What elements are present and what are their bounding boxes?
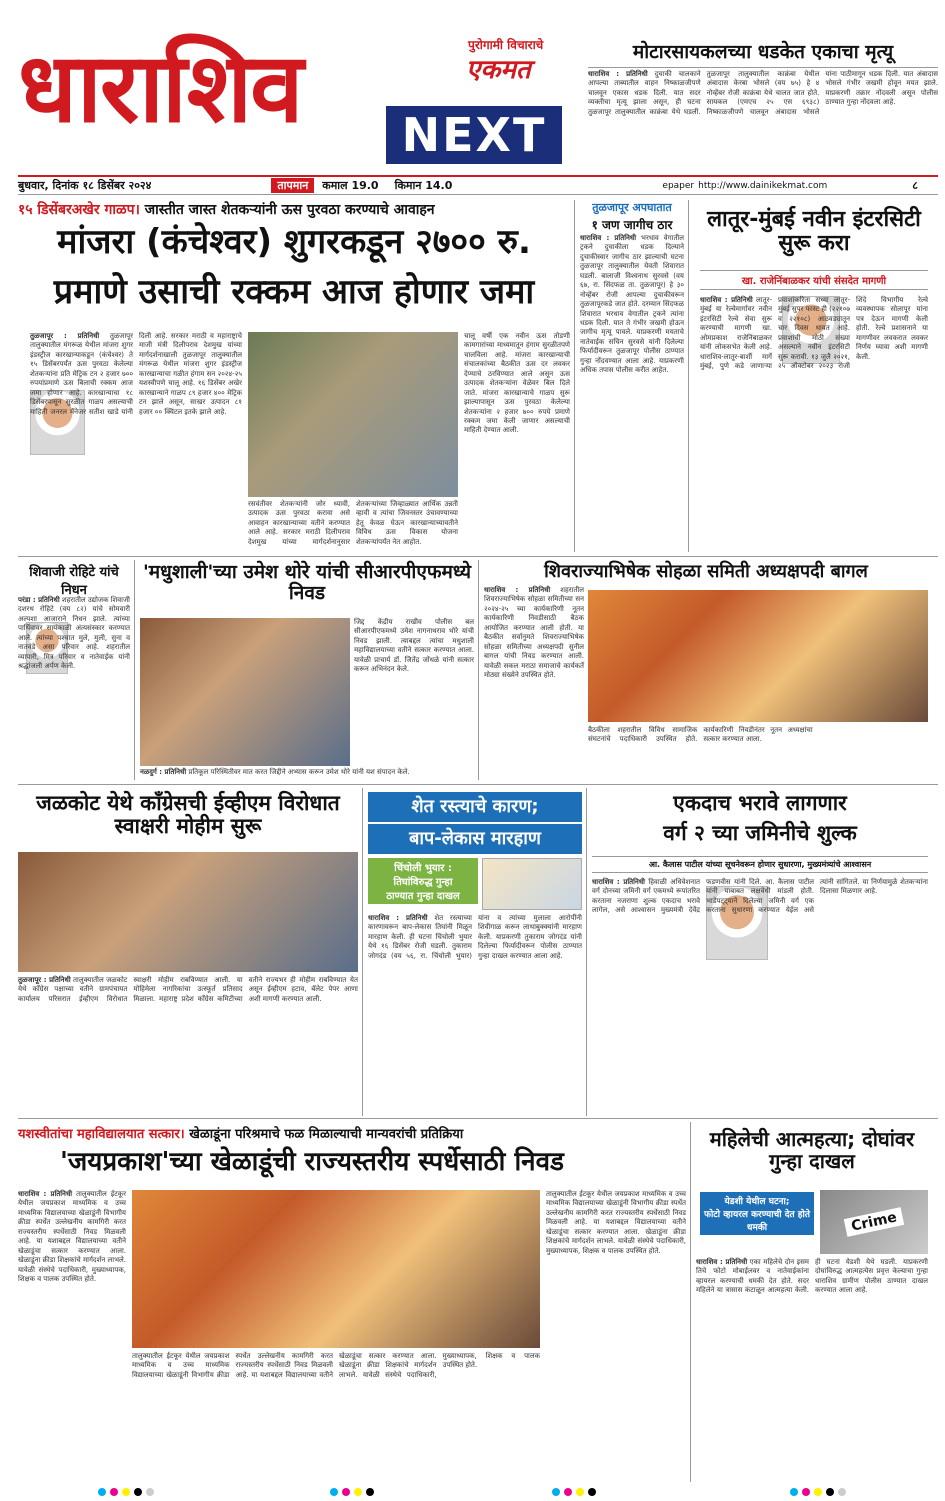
divider (586, 788, 587, 1116)
divider (478, 560, 479, 780)
divider (690, 1122, 691, 1482)
obit-byline: परंडा : प्रतिनिधी (18, 596, 60, 604)
bagal-group-photo (588, 590, 928, 722)
jayprakash-body-2: तालुक्यातील ईटकूर येथील जयप्रकाश माध्यमिक व उच्च माध्यमिक विद्यालयाच्या खेळाडूंनी विभागीय क्रीडा स्पर्धेत उल्लेखनीय कामगिरी करत राज्यस्तरीय स्पर्धेसाठी निवड मिळवली आहे. या यशाबद्दल विद्यालयाच्या वतीने खेळाडूंचा सत्कार करण्यात आला. खेळाडूंना क्रीडा शिक्षकांचे मार्गदर्शन लाभले. यावेळी संस्थेचे पदाधिकारी, मुख्याध्यापक, शिक्षक व पालक उपस्थित होते. (132, 1352, 540, 1379)
registration-marks-right (790, 1488, 846, 1496)
lead-byline: तुळजापूर : प्रतिनिधी (30, 332, 100, 340)
bagal-headline: शिवराज्याभिषेक सोहळा समिती अध्यक्षपदी बागल (544, 561, 868, 582)
shet-body (368, 914, 582, 1112)
side-story-kicker: तुळजापूर अपघातात (592, 201, 672, 214)
divider (18, 784, 938, 785)
obit-text: शहरातील उद्योजक शिवाजी दशरथ रोहिटे (वय ८२) यांचे सोमवारी अल्पशा आजाराने निधन झाले. त्यांच्या पार्थिवावर सायंकाळी अंत्यसंस्कार करण्यात आले. त्यांच्या पश्चात मुले, मुली, सुना व नातवंडे असा परिवार आहे. शहरातील व्यापारी, मित्र परिवार व नातेवाईक यांनी श्रद्धांजली अर्पण केली. (18, 596, 130, 671)
jayprakash-kicker: यशस्वीतांचा महाविद्यालयात सत्कार। (18, 1127, 185, 1142)
masthead-tagline: पुरोगामी विचाराचे (468, 38, 544, 52)
lead-body (30, 332, 242, 552)
divider (574, 200, 575, 552)
date: बुधवार, दिनांक १८ डिसेंबर २०२४ (18, 179, 152, 192)
thorat-caption-text: प्रतिकूल परिस्थितीवर मात करत जिद्दीने अभ्यास करून उमेश थोरे यांनी यश संपादन केले. (188, 768, 410, 776)
top-story-text: दुचाकी चालकाने आपल्या ताब्यातील वाहन निष्काळजीपणे चालवून एकास धडक दिली. यात सदर व्यक्तीचा मृत्यू झाला असून, ही घटना तुळजापूर तालुक्यातील काक्रंबा येथे घडली. तुळजापूर तालुक्यातील काक्रंबा येथील अंबादास केरबा भोसले (वय ७५) हे ४ नोव्हेंबर रोजी काक्रंबा येथे चालत जात होते. सायकल (एमएच २५ एस ६९३८) निष्काळजीपणे चालवून अंबादास भोसले यांना पाठीमागून धडक दिली. यात अंबादास भोसले गंभीर जखमी होवून मयत झाले. याप्रकरणी तक्रार नोंदवली असून पोलीस ठाण्यात गुन्हा नोंदवला आहे. (588, 70, 938, 116)
obit-body (18, 596, 130, 776)
registration-marks-center (330, 1488, 374, 1496)
atmahatya-tag-2: फोटो व्हायरल करण्याची देत होते धमकी (704, 1210, 810, 1233)
thorat-byline: नळदुर्ग : प्रतिनिधी (140, 768, 187, 776)
lead-text: तुळजापूर तालुक्यातील मंगरूळ येथील मांजरा शुगर इंडस्ट्रीज कारखान्याकडून (कंचेश्वर) ते १५ डिसेंबरपर्यंत ऊस पुरवठा केलेल्या शेतकऱ्यांना प्रति मेट्रिक टन २ हजार ७०० रुपयांप्रमाणे ऊस बिलाची रक्कम आज जमा होणार आहे. कारखान्याचा १८ डिसेंबरपासून सुरळीत गाळप असल्याची माहिती जनरल मॅनेजर सतीश खाडे यांनी दिली आहे. सरकार मराठी व महाराष्ट्राचे माजी मंत्री दिलीपराव देशमुख यांच्या मार्गदर्शनाखाली तुळजापूर तालुक्यातील मंगरूळ येथील मांजरा शुगर इंडस्ट्रीज कारखान्याचा गळीत हंगाम सन २०२४-२५ यशस्वीपणे चालू आहे. १६ डिसेंबर अखेर कारखान्याने गाळप ८९ हजार ४०० मेट्रिक टन झाले असून, साखर उत्पादन ८१ हजार ०० क्विंटल इतके झाले आहे. (30, 332, 242, 416)
lead-kicker-row (18, 200, 570, 219)
atmahatya-body (696, 1258, 928, 1480)
jayprakash-headline: 'जयप्रकाश'च्या खेळाडूंची राज्यस्तरीय स्पर्धेसाठी निवड (60, 1147, 564, 1177)
shulk-body (592, 878, 928, 1112)
max-temp: कमाल 19.0 (322, 179, 379, 192)
jalkot-photo (18, 852, 358, 972)
side-story-headline: १ जण जागीच ठार (591, 218, 673, 232)
atmahatya-byline: धाराशिव : प्रतिनिधी (696, 1258, 748, 1266)
latur-text: लातूर-मुंबई या रेल्वेमार्गावर नवीन इंटरसिटी रेल्वे सेवा सुरू करण्याची मागणी खा. ओमप्रकाश राजेनिंबाळकर यांनी लोकसभेत केली आहे. धाराशिव-लातूर-बार्शी मार्गे मुंबई, पुणे कडे जाणाऱ्या प्रवाशांकरिता सध्या लातूर-मुंबई सुपर फास्ट ही (२२१०७ व २२१०८) आठवड्यातून चार दिवस धावत आहे. प्रवाशांची मोठी संख्या असल्याने नवीन इंटरसिटी सुरू करावी. १३ जुलै २०२१, २५ ऑक्टोबर २०२३ रोजी शिंदे विभागीय रेल्वे व्यवस्थापक सोलापूर यांना पत्र देऊन मागणी केली होती. रेल्वे प्रशासनाने या मागणीवर लवकरात लवकर निर्णय घ्यावा अशी मागणी केली. (700, 296, 928, 371)
jalkot-byline: तुळजापूर : प्रतिनिधी (18, 976, 71, 984)
latur-body (700, 296, 928, 552)
shulk-tag: आ. कैलास पाटील यांच्या सूचनेवरून होणार सुधारणा, मुख्यमंत्र्यांचे आश्वासन (592, 856, 928, 873)
latur-byline: धाराशिव : प्रतिनिधी (700, 296, 753, 304)
epaper-label: epaper (662, 180, 695, 191)
jayprakash-body-3: तालुक्यातील ईटकूर येथील जयप्रकाश माध्यमिक व उच्च माध्यमिक विद्यालयाच्या खेळाडूंनी विभागीय क्रीडा स्पर्धेत उल्लेखनीय कामगिरी करत राज्यस्तरीय स्पर्धेसाठी निवड मिळवली आहे. या यशाबद्दल विद्यालयाच्या वतीने खेळाडूंचा सत्कार करण्यात आला. खेळाडूंना क्रीडा शिक्षकांचे मार्गदर्शन लाभले. यावेळी संस्थेचे पदाधिकारी, मुख्याध्यापक, शिक्षक व पालक उपस्थित होते. (546, 1190, 686, 1255)
shulk-byline: धाराशिव : प्रतिनिधी (592, 878, 645, 886)
atmahatya-headline: महिलेची आत्महत्या; दोघांवर गुन्हा दाखल (709, 1127, 915, 1173)
shet-tag-1: चिंचोली भुयार : (394, 863, 452, 874)
crime-label: Crime (844, 1207, 905, 1237)
latur-tag: खा. राजेनिंबाळकर यांची संसदेत मागणी (700, 270, 928, 290)
shet-byline: धाराशिव : प्रतिनिधी (368, 914, 428, 922)
shet-text: शेत रस्त्याच्या कारणावरून बाप-लेकास तिघांनी मिळून मारहाण केली. ही घटना चिंचोली भुयार येथे १६ डिसेंबर रोजी घडली. तुकाराम जोगदंड (वय ५६, रा. चिंचोली भुयार) यांना व त्यांच्या मुलाला आरोपींनी शिवीगाळ करून लाथाबुक्क्यांनी मारहाण केली. याप्रकरणी तुकाराम जोगदंड यांनी दिलेल्या फिर्यादीवरून पोलीस ठाण्यात गुन्हा दाखल करण्यात आला आहे. (368, 914, 582, 960)
atmahatya-text: एका महिलेचे दोन इसम तिचे फोटो मोबाईलवर व नातेवाईकांना व्हायरल करण्याची धमकी देत होते. सदर महिलेने या त्रासास कंटाळून आत्महत्या केली. ही घटना येडशी येथे घडली. याप्रकरणी दोघांविरुद्ध आत्महत्येस प्रवृत्त केल्याचा गुन्हा धाराशिव ग्रामीण पोलीस ठाण्यात दाखल करण्यात आला आहे. (696, 1258, 928, 1295)
thorat-photo (140, 618, 350, 766)
divider (688, 200, 689, 552)
jayprakash-text: तालुक्यातील ईटकूर येथील जयप्रकाश माध्यमिक व उच्च माध्यमिक विद्यालयाच्या खेळाडूंनी विभागीय क्रीडा स्पर्धेत उल्लेखनीय कामगिरी करत राज्यस्तरीय स्पर्धेसाठी निवड मिळवली आहे. या यशाबद्दल विद्यालयाच्या वतीने खेळाडूंचा सत्कार करण्यात आला. खेळाडूंना क्रीडा शिक्षकांचे मार्गदर्शन लाभले. यावेळी संस्थेचे पदाधिकारी, मुख्याध्यापक, शिक्षक व पालक उपस्थित होते. (18, 1190, 126, 1283)
side-story-text: भरधाव वेगातील ट्रकने दुचाकीला धडक दिल्याने दुचाकीस्वार जागीच ठार झाल्याची घटना तुळजापूर तालुक्यातील येवती शिवारात घडली. बालाजी विश्वनाथ सुरवसे (वय ६७, रा. सिंदफळ ता. तुळजापूर) हे ३० नोव्हेंबर रोजी आपल्या दुचाकीवरून तुळजापूरकडे जात होते. दरम्यान सिंदफळ शिवारात भरधाव वेगातील ट्रकने त्यांना धडक दिली. यात ते गंभीर जखमी होऊन जागीच मृत्यू पावले. याप्रकरणी मयताचे नातेवाईक सचिन सुरवसे यांनी दिलेल्या फिर्यादीवरून तुळजापूर पोलीस ठाण्यात गुन्हा नोंदवण्यात आला आहे. याप्रकरणी अधिक तपास पोलीस करीत आहेत. (580, 234, 684, 375)
weather-label: तापमान (271, 178, 314, 193)
page-number: ८ (912, 179, 918, 192)
crime-image (820, 1190, 928, 1254)
bagal-caption: बैठकीला शहरातील विविध सामाजिक संघटनांचे पदाधिकारी उपस्थित होते. कार्यकारिणी निवडीनंतर नूतन अध्यक्षांचा सत्कार करण्यात आला. (588, 726, 813, 744)
registration-marks-left (98, 1488, 154, 1496)
jayprakash-byline: धाराशिव : प्रतिनिधी (18, 1190, 73, 1198)
latur-headline: लातूर-मुंबई नवीन इंटरसिटी सुरू करा (707, 207, 921, 257)
top-story-body (588, 70, 938, 178)
lead-kicker: १५ डिसेंबरअखेर गाळप। (18, 202, 140, 218)
shulk-headline-1: एकदाच भरावे लागणार (673, 791, 847, 815)
lead-caption: रसवंतीवर शेतकऱ्यांनी जोर ध्यावी, उत्पादक ऊस पुरवठा करावा असे आवाहन कारखान्याच्या वतीने करण्यात आले आहे. सरकार मराठी दिलीपराव देशमुख यांच्या मार्गदर्शनानुसार शेतकऱ्यांच्या जिव्हाळ्यात आर्थिक उन्नती व्हावी व त्यांचा जिवनस्तर उंचावण्याच्या हेतू केवळ घेऊन कारखान्याच्यावतीने विविध ऊस विकास योजना शेतकऱ्यांपर्यंत नेत आहोत. (248, 500, 458, 546)
brand-logo: एकमत (466, 55, 531, 85)
website-link[interactable]: http://www.dainikekmat.com (698, 180, 828, 191)
shet-tag-box (368, 858, 478, 904)
edition-logo: NEXT (386, 106, 562, 164)
bagal-body (484, 586, 584, 780)
lead-kicker2: जास्तीत जास्त शेतकऱ्यांनी ऊस पुरवठा करण्याचे आवाहन (144, 202, 435, 218)
registration-marks-center2 (552, 1488, 596, 1496)
jalkot-body (18, 976, 358, 1112)
thorat-caption (140, 768, 410, 780)
lead-headline-1: मांजरा (कंचेश्वर) शुगरकडून २७०० रु. (57, 222, 531, 262)
atmahatya-tag (700, 1192, 814, 1235)
jayprakash-kicker2: खेळाडूंना परिश्रमाचे फळ मिळाल्याची मान्यवरांची प्रतिक्रिया (189, 1127, 464, 1142)
shulk-headline-2: वर्ग २ च्या जमिनीचे शुल्क (663, 821, 857, 845)
atmahatya-tag-1: येडशी येथील घटना; (724, 1197, 790, 1207)
top-story-byline: धाराशिव : प्रतिनिधी (588, 70, 648, 78)
divider (362, 788, 363, 1116)
jayprakash-body (18, 1190, 126, 1480)
shet-tag-2: तिघांविरुद्ध गुन्हा (393, 877, 453, 888)
bagal-text: शहरातील शिवराज्याभिषेक सोहळा समितीच्या सन २०२४-२५ च्या कार्यकारिणी नूतन कार्यकारिणी निवडीसाठी बैठक आयोजित करण्यात आली होती. या बैठकीत सर्वानुमते शिवराज्याभिषेक सोहळा समितीच्या अध्यक्षपदी सुनील बागल यांची निवड करण्यात आली. यावेळी सकल मराठा समाजाचे कार्यकर्ते मोठ्या संख्येने उपस्थित होते. (484, 586, 584, 679)
bagal-byline: धाराशिव : प्रतिनिधी (484, 586, 551, 594)
jayprakash-team-photo (132, 1190, 540, 1348)
shet-illustration (482, 858, 582, 910)
lead-headline-2: प्रमाणे उसाची रक्कम आज होणार जमा (53, 272, 535, 312)
min-temp: किमान 14.0 (394, 179, 453, 192)
divider (134, 560, 135, 780)
jalkot-text: तालुक्यातील जळकोट येथे काँग्रेस पक्षाच्या वतीने ग्रामपंचायत कार्यालय परिसरात ईव्हीएम विरोधात स्वाक्षरी मोहीम राबविण्यात आली. या मोहिमेला नागरिकांचा उत्स्फूर्त प्रतिसाद मिळाला. महाराष्ट्र प्रदेश काँग्रेस कमिटीच्या वतीने राज्यभर ही मोहीम राबविण्यात येत असून ईव्हीएम हटाव, बॅलेट पेपर आणा अशी मागणी करण्यात आली. (18, 976, 358, 1003)
side-story-body (580, 234, 684, 552)
lead-factory-photo (248, 332, 458, 497)
masthead-title: धाराशिव (18, 32, 302, 144)
shet-headline-2: बाप-लेकास मारहाण (368, 824, 582, 854)
jalkot-headline: जळकोट येथे काँग्रेसची ईव्हीएम विरोधात स्वाक्षरी मोहीम सुरू (36, 791, 340, 839)
divider (18, 556, 938, 557)
shet-tag-3: ठाण्यात गुन्हा दाखल (386, 891, 460, 902)
jayprakash-kicker-row (18, 1124, 686, 1142)
thorat-headline: 'मधुशाली'च्या उमेश थोरे यांची सीआरपीएफमध्ये निवड (142, 561, 472, 604)
shulk-text: हिवाळी अधिवेशनात वर्ग दोनच्या जमिनी वर्ग एकमध्ये रूपांतरित करताना नजराणा शुल्क एकदाच भरावे लागेल, असे आश्वासन मुख्यमंत्री देवेंद्र फडणवीस यांनी दिले. आ. कैलास पाटील यांनी याबाबत लक्षवेधी मांडली होती. भाडेपट्ट्याने दिलेल्या जमिनी वर्ग एक करताना सुधारणा करण्यात येईल असे त्यांनी सांगितले. या निर्णयामुळे शेतकऱ्यांना दिलासा मिळणार आहे. (592, 878, 928, 915)
thorat-body: जिद्द केंद्रीय राखीव पोलीस बल सीआरपीएफमध्ये उमेश नागनाथराव थोरे यांची निवड झाली. त्याबद्दल त्यांचा मधुशाली महाविद्यालयाच्या वतीने सत्कार करण्यात आला. यावेळी प्राचार्य डॉ. जितेंद्र जोंधळे यांनी सत्कार करून अभिनंदन केले. (354, 618, 474, 674)
dateline (18, 175, 938, 195)
obit-headline: शिवाजी रोहिटे यांचे निधन (29, 565, 119, 598)
divider (18, 1118, 938, 1119)
top-story-headline: मोटारसायकलच्या धडकेत एकाचा मृत्यू (588, 38, 938, 68)
side-story-byline: धाराशिव : प्रतिनिधी (580, 234, 637, 242)
shet-headline-1: शेत रस्त्याचे कारण; (368, 792, 582, 822)
lead-column-3: चालू वर्षी एक नवीन ऊस तोडणी कामगारांच्या माध्यमातून हंगाम सुरळीतपणे चालविला आहे. मांजरा कारखान्याची संचालकांच्या बैठकीत ऊस दर लवकर देण्याचे ठरविण्यात आले असून ऊस उत्पादक शेतकऱ्यांना वेळेवर बिल दिले जाते. मांजरा कारखान्याचे गाळप सुरू झाल्यापासून ऊस पुरवठा केलेल्या शेतकऱ्यांना २ हजार ७०० रुपये प्रमाणे रक्कम जमा केली जाणार असल्याची माहिती देण्यात आली. (464, 332, 570, 435)
